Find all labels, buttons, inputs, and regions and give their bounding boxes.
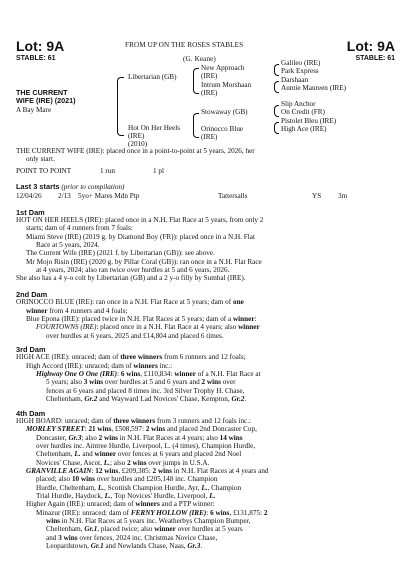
dam-dam-line2: (IRE) [201,133,218,141]
race-distance: 3m [338,192,348,200]
pedigree-brace [274,105,279,117]
lot-number-left: Lot: 9A [16,38,65,54]
pedigree-brace [117,77,124,136]
pedigree-brace [274,81,279,93]
fourth-dam-heading: 4th Dam [16,409,46,418]
intro-line: THE CURRENT WIFE (IRE): placed once in a point-to-point at 5 years, 2026, her [16,147,255,155]
horse-name-line2: WIFE (IRE) (2021) [16,96,76,105]
race-going: YS [312,192,322,200]
fourth-dam-line: GRANVILLE AGAIN: 12 wins, £209,385: 2 wins in N.H. Flat Races at 4 years and [26,467,269,475]
second-dam-line: winner from 4 runners and 4 foals; [26,307,128,315]
first-dam-line: starts; dam of 4 runners from 7 foals: [26,224,133,232]
second-dam-line: over hurdles at 6 years, 2025 and £14,804 and placed 6 times. [46,332,224,340]
second-dam-heading: 2nd Dam [16,290,48,299]
fourth-dam-line: Minazur (IRE): unraced; dam of FERNY HOLLOW (IRE): 6 wins, £131,875: 2 [36,509,268,517]
sire-dam-line1: Intrum Morshaan [201,81,252,89]
grandparent-8: High Ace (IRE) [281,125,327,133]
third-dam-line: 5 years; also 3 wins over hurdles at 5 and 6 years and 2 wins over [46,378,236,386]
sire-sire-line2: (IRE) [201,72,218,80]
fourth-dam-line: HIGH BOARD: unraced; dam of three winners from 3 runners and 12 foals inc.: [16,417,252,425]
third-dam-line: fences at 6 years and placed 8 times inc. 3rd Silver Trophy H. Chase, [46,387,245,395]
sire-dam-line2: (IRE) [201,89,218,97]
grandparent-7: Pistolet Bleu (IRE) [281,117,337,125]
fourth-dam-line: placed; also 10 wins over hurdles and £205,148 inc. Champion [36,475,218,483]
race-date: 12/04/26 [16,192,42,200]
grandparent-5: Slip Anchor [281,100,316,108]
grandparent-1: Galileo (IRE) [281,59,321,67]
fourth-dam-line: Trial Hurdle, Haydock, L., Top Novices' Hurdle, Liverpool, L. [36,492,216,500]
first-dam-line: The Current Wife (IRE) (2021 f. by Libertarian (GB)): see above. [26,249,215,257]
grandparent-4: Auntie Maureen (IRE) [281,84,347,92]
first-dam-heading: 1st Dam [16,208,45,217]
first-dam-line: She also has a 4 y-o colt by Libertarian (GB) and a 2 y-o filly by Sumbal (IRE). [16,274,246,282]
third-dam-heading: 3rd Dam [16,345,46,354]
second-dam-line: ORINOCCO BLUE (IRE): ran once in a N.H. Flat Race at 5 years; dam of one [16,298,244,306]
first-dam-line: Miami Steve (IRE) (2019 g. by Diamond Boy (FR)): placed once in a N.H. Flat [26,233,255,241]
breeder: (G. Keane) [183,55,216,63]
third-dam-line: High Accord (IRE): unraced; dam of winners inc.: [26,362,173,370]
first-dam-line: Race at 5 years, 2024. [36,241,100,249]
ptp-placed: 1 pl [153,167,164,175]
stable-right: STABLE: 61 [355,55,395,62]
ptp-label: POINT TO POINT [16,167,72,175]
ptp-runs: 1 run [100,167,115,175]
fourth-dam-line: Doncaster, Gr.3; also 2 wins in N.H. Flat Races at 4 years; also 14 wins [36,434,243,442]
fourth-dam-line: wins in N.H. Flat Races at 5 years inc. Weatherbys Champion Bumper, [46,517,251,525]
pedigree-brace [274,64,279,76]
fourth-dam-line: Novices' Chase, Ascot, L.; also 2 wins over jumps in U.S.A. [36,459,210,467]
dam-dam-line1: Orinocco Blue [201,125,244,133]
grandparent-3: Darshaan [281,76,309,84]
lot-number-right: Lot: 9A [346,38,395,54]
pedigree-brace [193,68,199,94]
fourth-dam-line: MORLEY STREET: 21 wins, £508,597: 2 wins and placed 2nd Doncaster Cup, [26,425,257,433]
dam-line3: (2010) [128,140,148,148]
race-position: 2/13 [58,192,71,200]
last-starts-heading: Last 3 starts (prior to compilation) [16,182,125,191]
pedigree-brace [274,122,279,134]
sire-sire-line1: New Approach [201,64,245,72]
fourth-dam-line: Cheltenham, L. and winner over fences at 6 years and placed 2nd Noel [36,450,242,458]
horse-name-line1: THE CURRENT [16,88,68,97]
first-dam-line: Mr Mojo Risin (IRE) (2020 g. by Pillar Coral (GB)): ran once in a N.H. Flat Race [26,258,262,266]
third-dam-line: HIGH ACE (IRE): unraced; dam of three winners from 6 runners and 12 foals; [16,353,246,361]
second-dam-line: FOURTOWNS (IRE): placed once in a N.H. Flat Race at 4 years; also winner [36,323,260,331]
first-dam-line: at 4 years, 2024; also ran twice over hurdles at 5 and 6 years, 2026. [36,266,230,274]
pedigree-brace [193,113,199,138]
fourth-dam-line: Higher Again (IRE): unraced; dam of winners and a PTP winner: [26,500,215,508]
third-dam-line: Cheltenham, Gr.2 and Wayward Lad Novices' Chase, Kempton, Gr.2. [46,395,247,403]
consignor: FROM UP ON THE ROSES STABLES [125,41,244,49]
first-dam-line: HOT ON HER HEELS (IRE): placed once in a N.H. Flat Race at 5 years, from only 2 [16,216,264,224]
grandparent-2: Park Express [281,67,319,75]
third-dam-line: Highway One O One (IRE): 6 wins, £110,834: winner of a N.H. Flat Race at [36,370,261,378]
race-course: Tattersalls [218,192,248,200]
fourth-dam-line: Leopardstown, Gr.1 and Newlands Chase, Naas, Gr.3. [46,542,203,550]
sire: Libertarian (GB) [128,73,177,81]
stable-left: STABLE: 61 [16,55,56,62]
fourth-dam-line: Hurdle, Cheltenham, L., Scottish Champion Hurdle, Ayr, L., Champion [36,484,242,492]
horse-description: A Bay Mare [16,106,52,114]
dam-sire: Stowaway (GB) [201,108,248,116]
intro-line: only start. [26,155,55,163]
dam-line1: Hot On Her Heels [128,124,181,132]
fourth-dam-line: and 3 wins over fences, 2024 inc. Christmas Novice Chase, [46,534,218,542]
grandparent-6: On Credit (FR) [281,108,325,116]
fourth-dam-line: over hurdles inc. Aintree Hurdle, Liverpool, L. (4 times), Champion Hurdle, [36,442,256,450]
second-dam-line: Blue Epona (IRE): placed twice in N.H. Flat Races at 5 years; dam of a winner: [26,315,257,323]
dam-line2: (IRE) [128,132,145,140]
race-name: 5yo+ Mares Mdn Ptp [78,192,140,200]
fourth-dam-line: Cheltenham, Gr.1, placed twice; also winner over hurdles at 5 years [46,525,243,533]
